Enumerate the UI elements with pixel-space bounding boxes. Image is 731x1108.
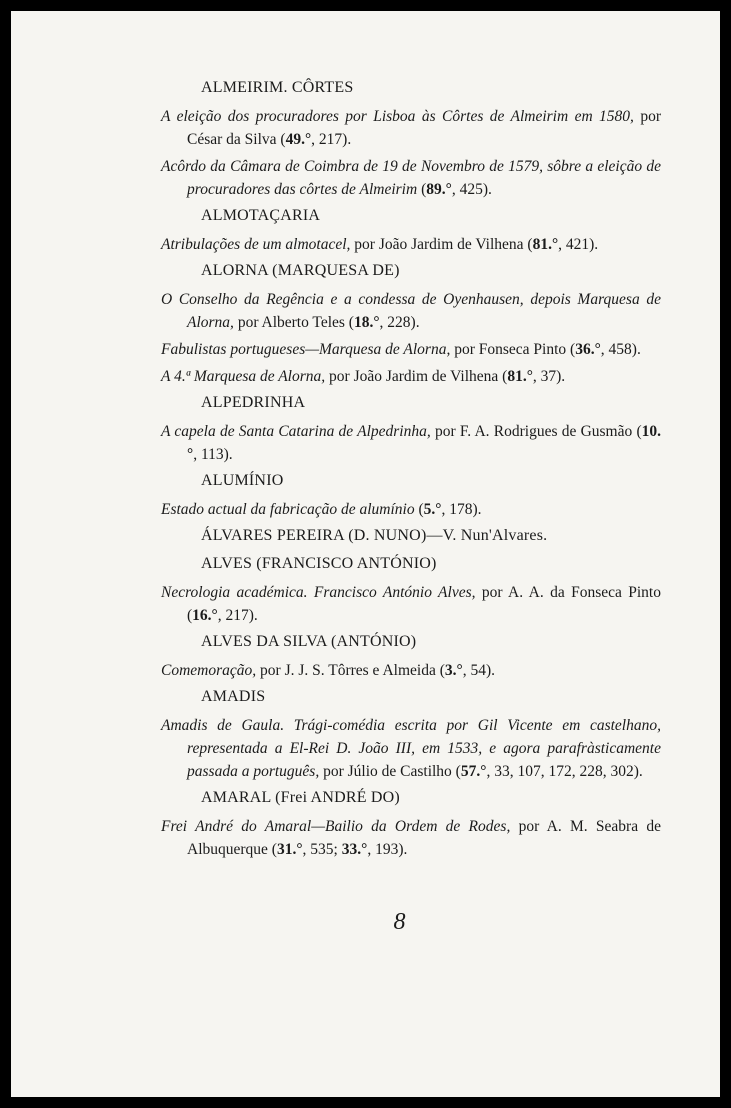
entry-title: A 4.ª Marquesa de Alorna, (161, 368, 326, 385)
bibliography-entry (161, 365, 661, 388)
entry-volume: 81.° (507, 368, 533, 385)
section-heading: ALPEDRINHA (201, 394, 306, 411)
entry-title: Fabulistas portugueses—Marquesa de Alorna, (161, 341, 451, 358)
bibliography-entry (161, 288, 661, 334)
entry-author: por João Jardim de Vilhena ( (325, 368, 508, 385)
bibliography-entry (161, 659, 661, 682)
bibliography-entry (161, 714, 661, 783)
entry-author: por João Jardim de Vilhena ( (350, 236, 533, 253)
entry-volume: 57.° (460, 763, 487, 780)
entry-author: ( (417, 181, 427, 198)
entry-pages: , 54). (462, 662, 495, 679)
bibliography-entry (161, 155, 661, 201)
section-heading: ALORNA (MARQUESA DE) (201, 262, 400, 279)
section-heading: AMARAL (Frei ANDRÉ DO) (201, 789, 400, 806)
bibliography-entry (161, 498, 661, 521)
entry-volume: 3.° (444, 662, 463, 679)
entry-title: Frei André do Amaral—Bailio da Ordem de Rodes, (161, 818, 511, 835)
entry-author: por Fonseca Pinto ( (450, 341, 576, 358)
entry-pages: , 421). (558, 236, 599, 253)
entry-pages: , 228). (379, 314, 420, 331)
entry-volume: 36.° (575, 341, 601, 358)
entry-title: A eleição dos procuradores por Lisboa às Côrtes de Almeirim em 1580, (161, 108, 634, 125)
entry-title: Acôrdo da Câmara de Coimbra de 19 de Novembro de 1579, sôbre a eleição de procuradores das côrtes de Almeirim (161, 158, 661, 198)
entry-author: por A. M. Seabra de Albuquerque ( (187, 818, 661, 858)
entry-volume: 31.° (276, 841, 303, 858)
entry-volume: 5.° (423, 501, 442, 518)
entry-pages: , 535; (302, 841, 342, 858)
entry-volume: 10.° (187, 423, 661, 463)
entry-author: por F. A. Rodrigues de Gusmão ( (430, 423, 642, 440)
entry-volume: 16.° (192, 607, 218, 624)
section-heading: ALMEIRIM. CÔRTES (201, 79, 354, 96)
entry-title: Comemoração, (161, 662, 257, 679)
section-heading: ALMOTAÇARIA (201, 207, 321, 224)
entry-author: por Júlio de Castilho ( (319, 763, 461, 780)
entry-title: Atribulações de um almotacel, (161, 236, 351, 253)
entry-pages: , 217). (217, 607, 258, 624)
page-number: 8 (393, 909, 406, 935)
entry-volume: 33.° (341, 841, 368, 858)
entry-pages: , 37). (532, 368, 566, 385)
entry-volume: 89.° (426, 181, 452, 198)
section-heading: ALVES (FRANCISCO ANTÓNIO) (201, 555, 437, 572)
entry-title: O Conselho da Regência e a condessa de Oyenhausen, depois Marquesa de Alorna, (161, 291, 661, 331)
entry-title: Amadis de Gaula. Trági-comédia escrita por Gil Vicente em castelhano, representada a El-Rei D. João III, em 1533, e agora parafràsticamente passada a português, (161, 717, 661, 780)
entry-author: por Alberto Teles ( (233, 314, 354, 331)
entry-pages: , 217). (311, 131, 352, 148)
bibliography-entry (161, 815, 661, 861)
entry-pages: , 425). (451, 181, 492, 198)
entry-pages: , 113). (193, 446, 233, 463)
section-heading: ALVES DA SILVA (ANTÓNIO) (201, 633, 417, 650)
entry-volume: 18.° (353, 314, 380, 331)
entry-author: por J. J. S. Tôrres e Almeida ( (256, 662, 445, 679)
section-heading: ALUMÍNIO (201, 472, 284, 489)
entry-author: por A. A. da Fonseca Pinto ( (187, 584, 661, 624)
section-heading: AMADIS (201, 688, 266, 705)
section-heading: ÁLVARES PEREIRA (D. NUNO)—V. Nun'Alvares. (201, 527, 548, 544)
entry-pages: , 458). (600, 341, 641, 358)
entry-title: Estado actual da fabricação de alumínio (161, 501, 415, 518)
entry-pages: , 178). (441, 501, 482, 518)
bibliography-entry (161, 581, 661, 627)
document-page (11, 11, 720, 1097)
entry-title: Necrologia académica. Francisco António Alves, (161, 584, 476, 601)
index-entries (161, 77, 661, 865)
entry-volume: 49.° (285, 131, 312, 148)
bibliography-entry (161, 105, 661, 151)
entry-pages: , 33, 107, 172, 228, 302). (486, 763, 643, 780)
entry-title: A capela de Santa Catarina de Alpedrinha, (161, 423, 431, 440)
entry-author: por César da Silva ( (187, 108, 661, 148)
bibliography-entry (161, 338, 661, 361)
entry-pages: , 193). (367, 841, 408, 858)
bibliography-entry (161, 420, 661, 466)
bibliography-entry (161, 233, 661, 256)
entry-author: ( (414, 501, 424, 518)
entry-volume: 81.° (532, 236, 559, 253)
